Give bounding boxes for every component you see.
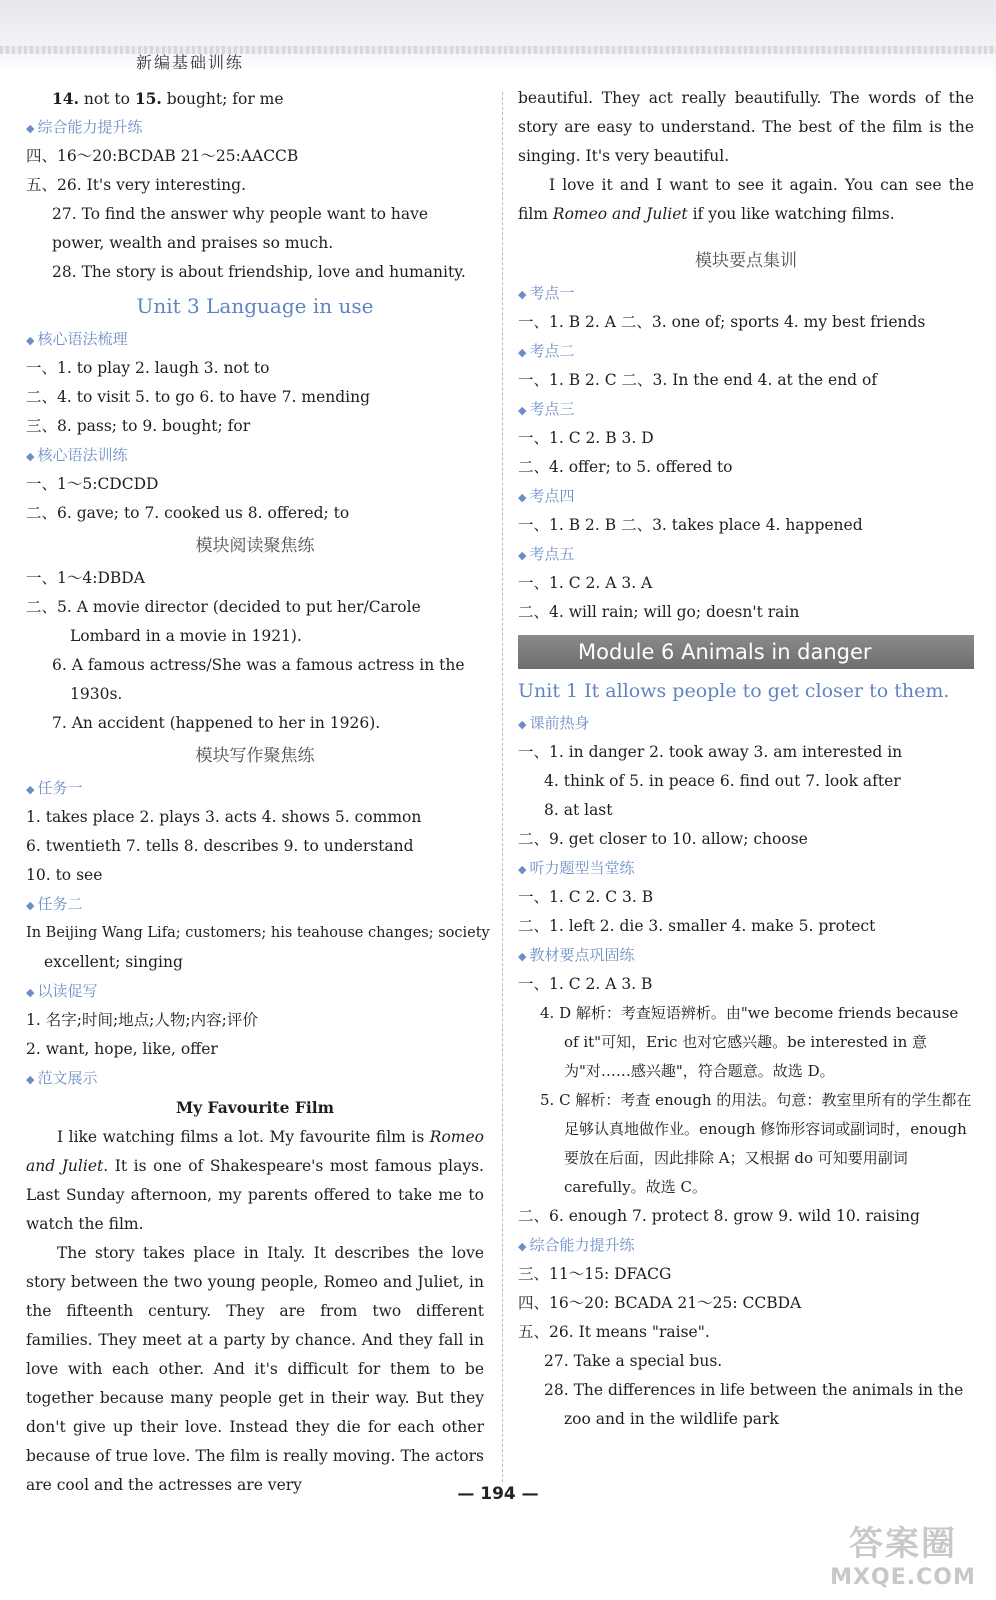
- answer-line: 二、9. get closer to 10. allow; choose: [518, 830, 808, 848]
- answer-line: 10. to see: [26, 866, 103, 884]
- explanation-line: 5. C 解析：考查 enough 的用法。句意：教室里所有的学生都在足够认真地做作业。enough 修饰形容词或副词时，enough 要放在后面，因此排除 A；又根据 do 可知要用副词 carefully。故选 C。: [540, 1091, 972, 1196]
- essay-paragraph: I love it and I want to see it again. You can see the film Romeo and Juliet if you like watching films.: [518, 176, 974, 223]
- answer-line: 四、16～20:BCDAB 21～25:AACCB: [26, 147, 299, 165]
- module-banner: Module 6 Animals in danger: [518, 635, 974, 669]
- watermark-text: 答案圈: [849, 1524, 957, 1564]
- answer-line: 三、11～15: DFACG: [518, 1265, 672, 1283]
- section-heading: ◆ 考点四: [518, 487, 575, 505]
- diamond-icon: ◆: [26, 899, 35, 912]
- answer-line: excellent; singing: [44, 953, 183, 971]
- section-heading: ◆ 任务一: [26, 779, 83, 797]
- answer-line: 一、1. in danger 2. took away 3. am interested in: [518, 743, 903, 761]
- section-heading: ◆ 核心语法梳理: [26, 330, 128, 348]
- answer-line: 二、6. enough 7. protect 8. grow 9. wild 10. raising: [518, 1207, 920, 1225]
- answer-line: 1. takes place 2. plays 3. acts 4. shows 5. common: [26, 808, 422, 826]
- essay-paragraph: beautiful. They act really beautifully. The words of the story are easy to understand. The best of the film is the singing. It's very beautiful.: [518, 89, 974, 165]
- diamond-icon: ◆: [26, 334, 35, 347]
- answer-line: 一、1～5:CDCDD: [26, 475, 159, 493]
- unit-title: Unit 3 Language in use: [136, 294, 374, 318]
- answer-line: 28. The story is about friendship, love and humanity.: [52, 263, 466, 281]
- answer-line: 7. An accident (happened to her in 1926).: [52, 714, 381, 732]
- explanation-line: 4. D 解析：考查短语辨析。由"we become friends because of it"可知，Eric 也对它感兴趣。be interested in 意为"对……感兴趣"，符合题意。故选 D。: [540, 1004, 959, 1080]
- diamond-icon: ◆: [518, 718, 527, 731]
- answer-line: In Beijing Wang Lifa; customers; his teahouse changes; society: [26, 925, 490, 941]
- page-number: — 194 —: [457, 1484, 539, 1504]
- answer-line: 五、26. It means "raise".: [518, 1323, 710, 1341]
- diamond-icon: ◆: [26, 986, 35, 999]
- section-heading: ◆ 综合能力提升练: [26, 118, 143, 136]
- answer-line: 6. A famous actress/She was a famous actress in the 1930s.: [52, 656, 465, 703]
- section-heading: ◆ 范文展示: [26, 1069, 98, 1087]
- answer-line: 一、1. B 2. A 二、3. one of; sports 4. my best friends: [518, 313, 926, 331]
- column-divider: [502, 92, 503, 1482]
- answer-line: 二、6. gave; to 7. cooked us 8. offered; to: [26, 504, 350, 522]
- answer-line: 一、1. to play 2. laugh 3. not to: [26, 359, 270, 377]
- answer-line: 28. The differences in life between the animals in the zoo and in the wildlife park: [544, 1381, 964, 1428]
- unit-title: Unit 1 It allows people to get closer to them.: [518, 680, 950, 702]
- answer-line: 1. 名字;时间;地点;人物;内容;评价: [26, 1011, 258, 1029]
- diamond-icon: ◆: [518, 404, 527, 417]
- reading-section-title: 模块阅读聚焦练: [195, 536, 315, 556]
- essay-paragraph: The story takes place in Italy. It describes the love story between the two young people, Romeo and Juliet, in the fifteenth century. They are from two different families. They meet at a party by chance. And they fall in love with each other. And it's difficult for them to be together because many people get in their way. But they don't give up their love. Instead they die for each other because of true love. The film is really moving. The actors are cool and the actresses are very: [26, 1244, 484, 1494]
- diamond-icon: ◆: [518, 491, 527, 504]
- section-heading: ◆ 考点二: [518, 342, 575, 360]
- section-heading: ◆ 考点一: [518, 284, 575, 302]
- answer-line: 27. To find the answer why people want to have power, wealth and praises so much.: [52, 205, 429, 252]
- diamond-icon: ◆: [518, 863, 527, 876]
- diamond-icon: ◆: [518, 549, 527, 562]
- answer-line: 五、26. It's very interesting.: [26, 176, 246, 194]
- diamond-icon: ◆: [518, 950, 527, 963]
- section-heading: ◆ 综合能力提升练: [518, 1236, 635, 1254]
- answer-line: 一、1～4:DBDA: [26, 569, 145, 587]
- essay-title: My Favourite Film: [175, 1098, 335, 1117]
- diamond-icon: ◆: [26, 450, 35, 463]
- answer-line: 一、1. C 2. C 3. B: [518, 888, 654, 906]
- diamond-icon: ◆: [26, 1073, 35, 1086]
- section-heading: ◆ 课前热身: [518, 714, 590, 732]
- answer-line: 二、5. A movie director (decided to put her/Carole Lombard in a movie in 1921).: [26, 598, 421, 645]
- section-heading: ◆ 教材要点巩固练: [518, 946, 635, 964]
- answer-line: 4. think of 5. in peace 6. find out 7. look after: [544, 772, 901, 790]
- answer-line: 27. Take a special bus.: [544, 1352, 723, 1370]
- watermark-logo: [828, 1516, 978, 1590]
- answer-line: 一、1. B 2. B 二、3. takes place 4. happened: [518, 516, 863, 534]
- section-heading: ◆ 考点五: [518, 545, 575, 563]
- essay-paragraph: I like watching films a lot. My favourite film is Romeo and Juliet. It is one of Shakespeare's most famous plays. Last Sunday afternoon, my parents offered to take me to watch the film.: [26, 1128, 484, 1233]
- answer-line: 二、1. left 2. die 3. smaller 4. make 5. protect: [518, 917, 876, 935]
- module-points-title: 模块要点集训: [695, 251, 797, 271]
- diamond-icon: ◆: [26, 122, 35, 135]
- section-heading: ◆ 任务二: [26, 895, 83, 913]
- answer-line: 一、1. B 2. C 二、3. In the end 4. at the end of: [518, 371, 878, 389]
- answer-line: 二、4. offer; to 5. offered to: [518, 458, 733, 476]
- diamond-icon: ◆: [26, 783, 35, 796]
- diamond-icon: ◆: [518, 1240, 527, 1253]
- answer-line: 2. want, hope, like, offer: [26, 1040, 218, 1058]
- page-header: [0, 0, 996, 72]
- section-heading: ◆ 听力题型当堂练: [518, 859, 635, 877]
- diamond-icon: ◆: [518, 346, 527, 359]
- answer-line: 8. at last: [544, 801, 613, 819]
- right-column: [518, 84, 974, 1434]
- writing-section-title: 模块写作聚焦练: [195, 746, 315, 766]
- answer-line: 一、1. C 2. B 3. D: [518, 429, 654, 447]
- section-heading: ◆ 考点三: [518, 400, 575, 418]
- answer-line: 14. not to 15. bought; for me: [52, 89, 284, 108]
- answer-line: 6. twentieth 7. tells 8. describes 9. to understand: [26, 837, 414, 855]
- answer-line: 二、4. to visit 5. to go 6. to have 7. mending: [26, 388, 371, 406]
- section-heading: ◆ 以读促写: [26, 982, 98, 1000]
- answer-line: 三、8. pass; to 9. bought; for: [26, 417, 251, 435]
- section-heading: ◆ 核心语法训练: [26, 446, 128, 464]
- answer-line: 四、16～20: BCADA 21～25: CCBDA: [518, 1294, 802, 1312]
- answer-line: 二、4. will rain; will go; doesn't rain: [518, 603, 800, 621]
- watermark-url: MXQE.COM: [830, 1565, 976, 1590]
- left-column: [26, 84, 490, 1500]
- answer-line: 一、1. C 2. A 3. A: [518, 574, 653, 592]
- book-title: 新编基础训练: [136, 53, 245, 72]
- answer-line: 一、1. C 2. A 3. B: [518, 975, 653, 993]
- diamond-icon: ◆: [518, 288, 527, 301]
